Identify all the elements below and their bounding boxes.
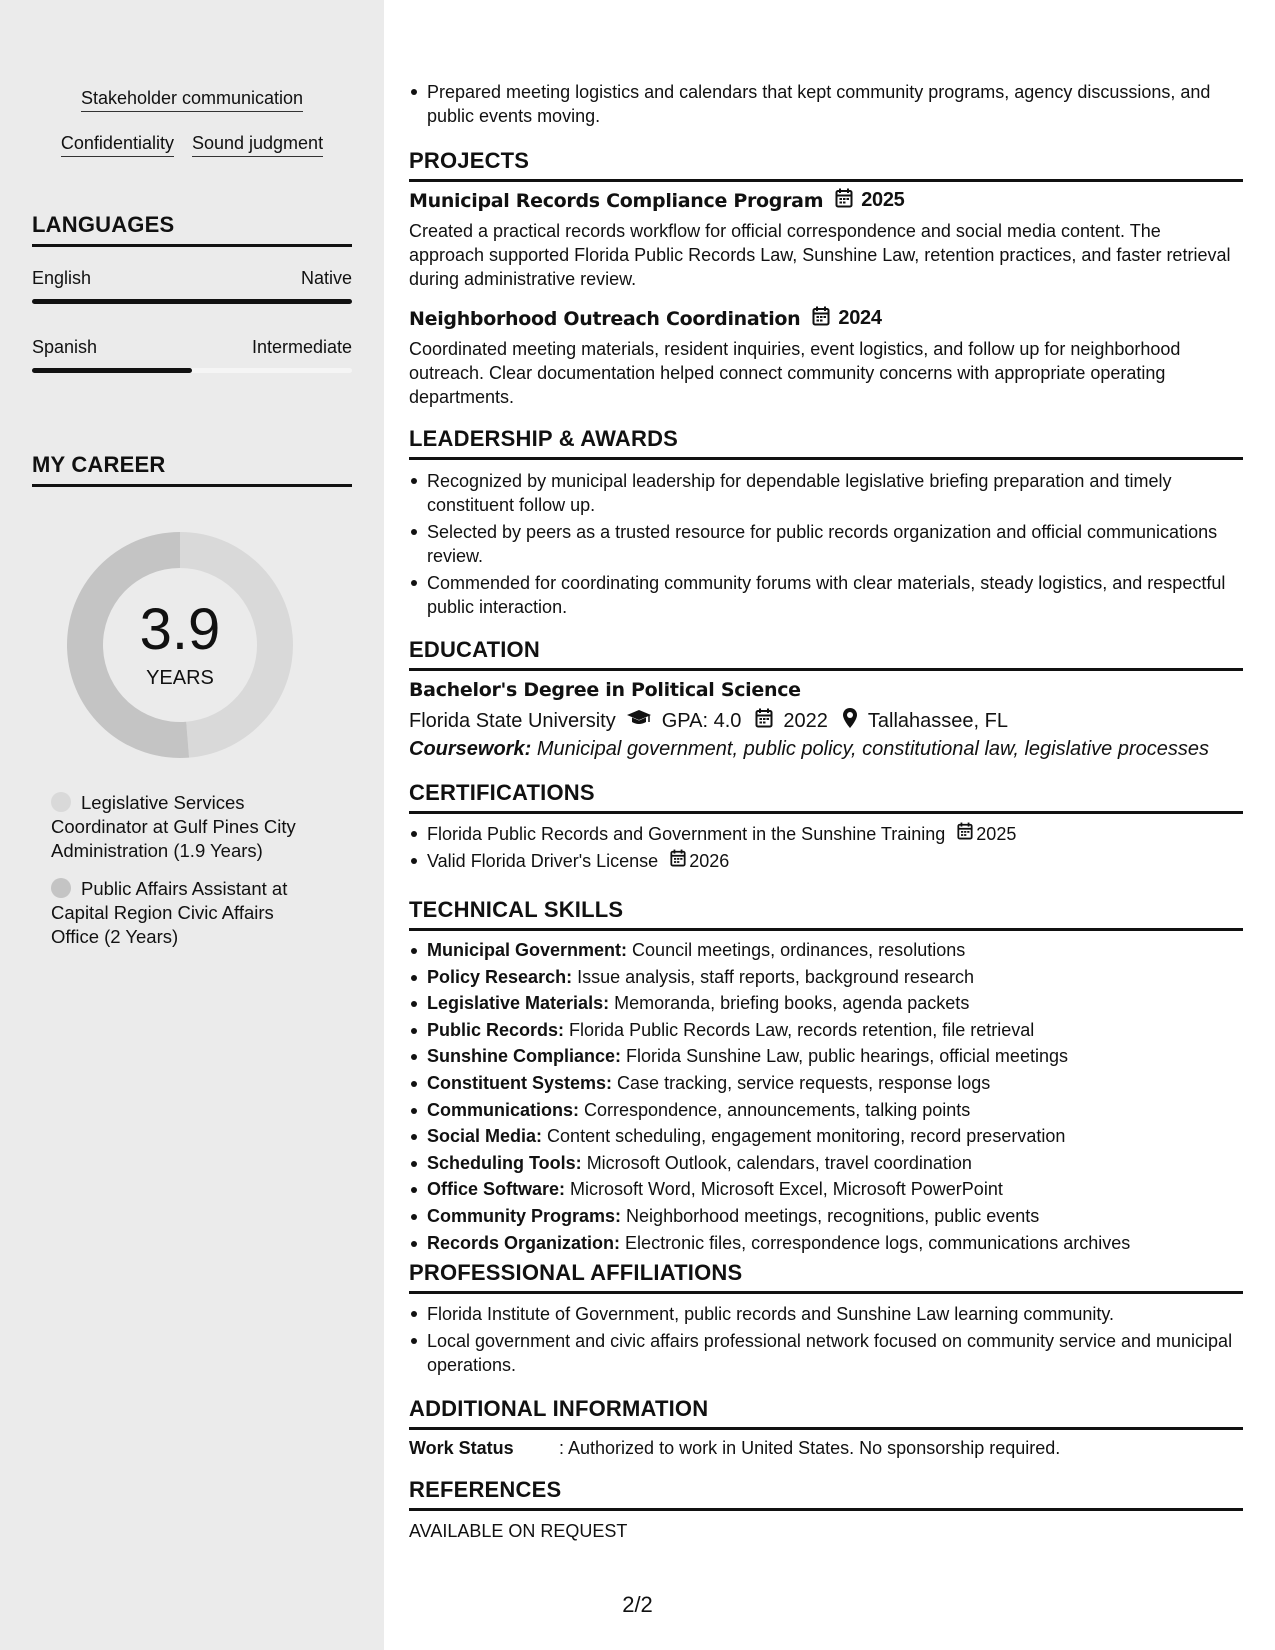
calendar-icon: [957, 822, 973, 846]
affiliations-list: [409, 1302, 1239, 1380]
career-item: [51, 877, 321, 949]
language-level: Native: [300, 268, 352, 288]
education-location: Tallahassee, FL: [867, 709, 1008, 732]
additional-info-value: : Authorized to work in United States. No sponsorship required.: [559, 1438, 1061, 1458]
calendar-icon: [835, 188, 853, 213]
skill-label: Scheduling Tools:: [427, 1152, 582, 1173]
calendar-icon: [812, 306, 830, 331]
skills-row: [0, 88, 384, 112]
education-gpa: GPA: 4.0: [661, 709, 742, 732]
legend-dot: [51, 792, 71, 812]
location-pin-icon: [842, 707, 858, 735]
skill-label: Communications:: [427, 1099, 580, 1120]
skill-label: Public Records:: [427, 1019, 565, 1040]
skill-value: Issue analysis, staff reports, background research: [577, 966, 974, 987]
skill-value: Memoranda, briefing books, agenda packets: [614, 993, 970, 1014]
technical-skill-item: [409, 939, 1239, 963]
education-coursework: [409, 738, 1209, 761]
certifications-heading: CERTIFICATIONS: [409, 780, 1243, 814]
technical-skill-item: [409, 1178, 1239, 1202]
project-description: Created a practical records workflow for official correspondence and social media content. The approach supported Florida Public Records Law, Sunshine Law, retention practices, and faster retrieval during administrative review.: [409, 221, 1231, 289]
language-name: English: [32, 268, 92, 288]
technical-skill-item: [409, 1045, 1239, 1069]
experience-bullets: [409, 80, 1239, 131]
project-title: Neighborhood Outreach Coordination: [409, 307, 801, 330]
list-item: Florida Institute of Government, public records and Sunshine Law learning community.: [409, 1302, 1239, 1326]
skill-label: Office Software:: [427, 1179, 566, 1200]
project-description: Coordinated meeting materials, resident inquiries, event logistics, and follow up for neighborhood outreach. Clear documentation helped connect community concerns with appropriate operating departments.: [409, 339, 1181, 407]
technical-skill-item: [409, 1125, 1239, 1149]
education-year: 2022: [783, 709, 828, 732]
language-row: [32, 337, 352, 358]
career-item: [51, 791, 321, 863]
page-number: 2/2: [622, 1592, 653, 1617]
skills-row: [0, 133, 384, 157]
coursework-label: Coursework:: [409, 738, 532, 760]
language-bar-fill: [32, 299, 352, 304]
skill-label: Constituent Systems:: [427, 1072, 613, 1093]
certifications-list: [409, 822, 1239, 876]
technical-skill-item: [409, 1099, 1239, 1123]
certification-name: Florida Public Records and Government in the Sunshine Training: [427, 824, 946, 844]
leadership-list: [409, 469, 1239, 622]
technical-skill-item: [409, 1072, 1239, 1096]
education-details: [409, 707, 1008, 735]
certification-item: [409, 822, 1239, 846]
projects-heading: PROJECTS: [409, 148, 1243, 182]
career-donut: [66, 531, 294, 759]
list-item: Recognized by municipal leadership for dependable legislative briefing preparation and timely constituent follow up.: [409, 469, 1239, 517]
technical-skill-item: [409, 1152, 1239, 1176]
career-heading: MY CAREER: [32, 452, 352, 487]
skill-label: Records Organization:: [427, 1232, 621, 1253]
language-bar: [32, 368, 352, 373]
skill-value: Neighborhood meetings, recognitions, public events: [626, 1205, 1040, 1226]
calendar-icon: [755, 708, 773, 734]
career-item-text: Public Affairs Assistant at Capital Region Civic Affairs Office (2 Years): [51, 878, 288, 947]
project-title-row: [409, 306, 882, 331]
technical-skill-item: [409, 966, 1239, 990]
skill-label: Social Media:: [427, 1126, 543, 1147]
language-bar: [32, 299, 352, 304]
technical-skill-item: [409, 1205, 1239, 1229]
skill-value: Case tracking, service requests, response logs: [617, 1072, 991, 1093]
career-donut-label: [66, 531, 294, 759]
skill-value: Content scheduling, engagement monitoring, record preservation: [547, 1126, 1066, 1147]
skill-label: Legislative Materials:: [427, 993, 610, 1014]
certification-name: Valid Florida Driver's License: [427, 851, 659, 871]
skill-value: Microsoft Word, Microsoft Excel, Microsoft PowerPoint: [570, 1179, 1003, 1200]
skill-value: Florida Sunshine Law, public hearings, official meetings: [626, 1046, 1068, 1067]
skill-value: Florida Public Records Law, records retention, file retrieval: [569, 1019, 1035, 1040]
education-heading: EDUCATION: [409, 637, 1243, 671]
career-unit: YEARS: [146, 666, 214, 689]
certification-item: [409, 849, 1239, 873]
certification-year: 2025: [976, 824, 1017, 844]
language-bar-fill: [32, 368, 192, 373]
skill-tag: Stakeholder communication: [81, 88, 303, 112]
education-degree: Bachelor's Degree in Political Science: [409, 679, 801, 701]
career-item-text: Legislative Services Coordinator at Gulf Pines City Administration (1.9 Years): [51, 792, 296, 861]
skill-label: Sunshine Compliance:: [427, 1046, 622, 1067]
legend-dot: [51, 878, 71, 898]
leadership-heading: LEADERSHIP & AWARDS: [409, 426, 1243, 460]
language-name: Spanish: [32, 337, 98, 357]
project-year: 2025: [861, 189, 905, 211]
languages-heading: LANGUAGES: [32, 212, 352, 247]
skill-tag: Sound judgment: [192, 133, 323, 157]
technical-skill-item: [409, 1232, 1239, 1256]
education-school: Florida State University: [409, 709, 616, 732]
project-title: Municipal Records Compliance Program: [409, 189, 824, 212]
language-row: [32, 268, 352, 289]
graduation-cap-icon: [626, 709, 652, 733]
skill-label: Community Programs:: [427, 1205, 622, 1226]
additional-info-key: Work Status: [409, 1438, 514, 1458]
sidebar: [0, 0, 384, 1650]
main-content: [409, 0, 1243, 1650]
project-year: 2024: [838, 307, 882, 329]
list-item: Prepared meeting logistics and calendars that kept community programs, agency discussions, and public events moving.: [409, 80, 1239, 128]
skill-value: Microsoft Outlook, calendars, travel coordination: [586, 1152, 972, 1173]
skill-tag: Confidentiality: [61, 133, 174, 157]
certification-year: 2026: [689, 851, 730, 871]
list-item: Local government and civic affairs professional network focused on community service and municipal operations.: [409, 1329, 1239, 1377]
skill-value: Council meetings, ordinances, resolutions: [632, 940, 966, 960]
skill-label: Municipal Government:: [427, 940, 628, 960]
technical-skills-list: [409, 939, 1239, 1258]
technical-skills-heading: TECHNICAL SKILLS: [409, 897, 1243, 931]
skill-label: Policy Research:: [427, 966, 573, 987]
skill-value: Electronic files, correspondence logs, communications archives: [625, 1232, 1131, 1253]
list-item: Commended for coordinating community forums with clear materials, steady logistics, and respectful public interaction.: [409, 571, 1239, 619]
references-text: AVAILABLE ON REQUEST: [409, 1521, 628, 1541]
coursework-text: Municipal government, public policy, constitutional law, legislative processes: [536, 738, 1209, 760]
career-total: 3.9: [139, 596, 221, 662]
list-item: Selected by peers as a trusted resource for public records organization and official communications review.: [409, 520, 1239, 568]
technical-skill-item: [409, 992, 1239, 1016]
calendar-icon: [670, 849, 686, 873]
technical-skill-item: [409, 1019, 1239, 1043]
skill-value: Correspondence, announcements, talking points: [584, 1099, 971, 1120]
project-title-row: [409, 188, 905, 213]
language-level: Intermediate: [251, 337, 352, 357]
additional-info-row: [409, 1438, 1060, 1459]
additional-info-heading: ADDITIONAL INFORMATION: [409, 1396, 1243, 1430]
affiliations-heading: PROFESSIONAL AFFILIATIONS: [409, 1260, 1243, 1294]
references-heading: REFERENCES: [409, 1477, 1243, 1511]
